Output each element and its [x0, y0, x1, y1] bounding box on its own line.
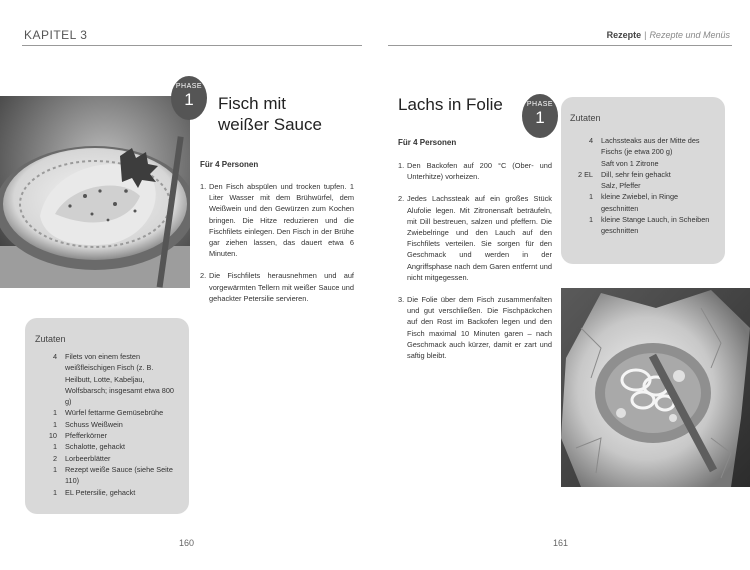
step-item: 3. Die Folie über dem Fisch zusammenfalten und gut verschließen. Die Fischpäckchen auf den Rost im Backofen legen und den Fisch maximal 10 Minuten garen – nach Geschmack auch kürzer, damit er zart und saftig bleibt. — [398, 295, 552, 361]
recipe-title-left: Fisch mit weißer Sauce — [218, 94, 322, 134]
step-item: 1. Den Fisch abspülen und trocken tupfen. 1 Liter Wasser mit dem Brühwürfel, dem Weißwein und den Gewürzen zum Kochen bringen. Die Hitze reduzieren und die Fischfilets einlegen. Den Fisch in der Brühe gar ziehen lassen, das dauert etwa 6 Minuten. — [200, 182, 354, 259]
page-number-left: 160 — [179, 538, 195, 548]
phase-number: 1 — [535, 108, 545, 127]
ingredient-row: 10 Pfefferkörner — [48, 431, 108, 441]
header-rule-left — [22, 45, 362, 46]
ingredient-row: 4 Filets von einem festen weißfleischigen Fisch (z. B. Heilbutt, Lotte, Kabeljau, Wolfsbarsch; insgesamt etwa 800 g) — [52, 352, 174, 407]
section-label: Rezepte — [606, 30, 642, 40]
fish-dish-photo — [0, 96, 190, 288]
phase-badge-right — [522, 94, 558, 138]
ingredient-row: 1 Würfel fettarme Gemüsebrühe — [52, 408, 164, 418]
ingredient-row: 1 kleine Zwiebel, in Ringe geschnitten — [588, 192, 679, 213]
servings-right: Für 4 Personen — [398, 138, 457, 147]
ingredient-row: Saft von 1 Zitrone — [601, 158, 659, 168]
page-number-right: 161 — [553, 538, 569, 548]
ingredient-row: 4 Lachssteaks aus der Mitte des Fischs (je etwa 200 g) — [588, 136, 700, 157]
ingredients-title: Zutaten — [570, 113, 601, 123]
ingredient-row: 2 Lorbeerblätter — [52, 453, 111, 463]
phase-badge-left — [171, 76, 207, 120]
step-item: 2. Jedes Lachssteak auf ein großes Stück Alufolie legen. Mit Zitronensaft beträufeln, mit Dill bestreuen, salzen und pfeffern. Die Zwiebelringe und den Lauch auf den Fischfilets verteilen. Sie sorgen für den Geschmack und werden in der Angriffsphase nach dem Garen entfernt und nicht mitgegessen. — [398, 194, 552, 282]
phase-label: PHASE — [175, 83, 203, 90]
ingredients-list-left — [25, 351, 181, 498]
ingredient-row: 1 Schalotte, gehackt — [52, 442, 126, 452]
ingredient-row: 2 EL Dill, sehr fein gehackt — [577, 169, 671, 179]
running-header: Rezepte | Rezepte und Menüs — [606, 30, 730, 40]
ingredient-row: Salz, Pfeffer — [601, 181, 641, 191]
chapter-label: KAPITEL 3 — [24, 28, 88, 42]
subsection-label: Rezepte und Menüs — [649, 30, 730, 40]
header-rule-right — [388, 45, 732, 46]
phase-label: PHASE — [526, 101, 554, 108]
ingredient-row: 1 Schuss Weißwein — [52, 419, 123, 429]
ingredients-box-right — [561, 97, 725, 264]
step-item: 1. Den Backofen auf 200 °C (Ober- und Unterhitze) vorheizen. — [398, 161, 552, 182]
recipe-title-right: Lachs in Folie — [398, 95, 503, 114]
ingredient-row: 1 EL Petersilie, gehackt — [52, 487, 136, 497]
ingredient-row: 1 kleine Stange Lauch, in Scheiben geschnitten — [588, 215, 710, 236]
steps-left — [200, 181, 354, 315]
steps-right — [398, 160, 552, 372]
servings-left: Für 4 Personen — [200, 160, 259, 169]
ingredients-title: Zutaten — [35, 334, 66, 344]
ingredients-box-left — [25, 318, 189, 514]
salmon-foil-photo — [561, 288, 750, 487]
ingredients-list-right — [561, 135, 717, 237]
step-item: 2. Die Fischfilets herausnehmen und auf vorgewärmten Tellern mit weißer Sauce und gehackter Petersilie servieren. — [200, 271, 354, 303]
ingredient-row: 1 Rezept weiße Sauce (siehe Seite 110) — [52, 464, 173, 486]
phase-number: 1 — [184, 90, 194, 109]
